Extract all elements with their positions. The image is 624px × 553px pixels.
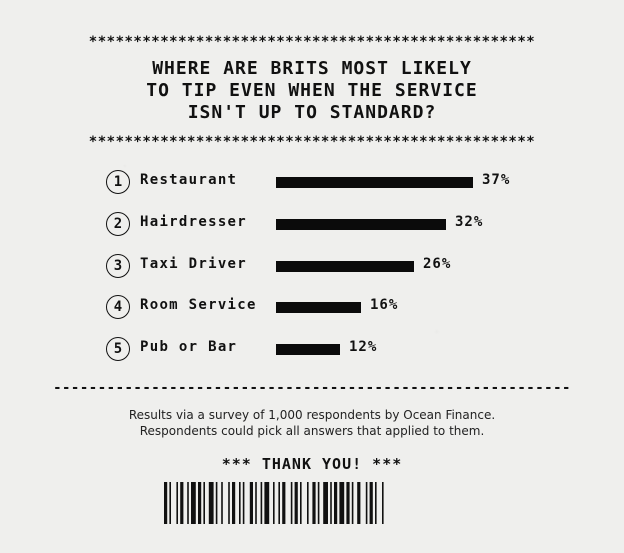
barcode-stripe bbox=[330, 482, 332, 524]
bar bbox=[276, 261, 414, 272]
barcode-stripe bbox=[318, 482, 320, 524]
barcode-stripe bbox=[352, 482, 354, 524]
barcode-stripe bbox=[216, 482, 218, 524]
barcode-stripe bbox=[346, 482, 349, 524]
stars-divider-top: ************************************************** bbox=[88, 34, 536, 50]
barcode-stripe bbox=[382, 482, 384, 524]
category-label: Restaurant bbox=[140, 172, 238, 188]
survey-note-line-1: Results via a survey of 1,000 respondents by Ocean Finance. bbox=[128, 408, 496, 422]
barcode-stripe bbox=[198, 482, 201, 524]
rank-circle: 4 bbox=[106, 295, 130, 319]
title-line-1: WHERE ARE BRITS MOST LIKELY bbox=[152, 58, 472, 79]
barcode-stripe bbox=[278, 482, 280, 524]
barcode-stripe bbox=[261, 482, 263, 524]
bar bbox=[276, 219, 446, 230]
barcode-stripe bbox=[366, 482, 368, 524]
category-label: Room Service bbox=[140, 297, 257, 313]
barcode-stripe bbox=[239, 482, 241, 524]
bar bbox=[276, 344, 340, 355]
barcode-stripe bbox=[164, 482, 167, 524]
value-label: 16% bbox=[370, 297, 399, 313]
barcode-stripe bbox=[334, 482, 337, 524]
barcode-stripe bbox=[180, 482, 183, 524]
barcode-stripe bbox=[307, 482, 309, 524]
barcode-stripe bbox=[232, 482, 235, 524]
survey-note-line-2: Respondents could pick all answers that applied to them. bbox=[139, 424, 485, 438]
barcode-stripe bbox=[187, 482, 189, 524]
barcode-stripe bbox=[300, 482, 302, 524]
barcode-stripe bbox=[282, 482, 285, 524]
barcode-stripe bbox=[295, 482, 298, 524]
category-label: Hairdresser bbox=[140, 214, 248, 230]
title-line-3: ISN'T UP TO STANDARD? bbox=[187, 102, 437, 123]
barcode-stripe bbox=[203, 482, 205, 524]
barcode-stripe bbox=[357, 482, 360, 524]
barcode-stripe bbox=[228, 482, 230, 524]
thank-you-text: *** THANK YOU! *** bbox=[221, 455, 403, 473]
barcode-stripe bbox=[375, 482, 377, 524]
bar bbox=[276, 177, 473, 188]
barcode-stripe bbox=[264, 482, 269, 524]
barcode-stripe bbox=[323, 482, 328, 524]
barcode-stripe bbox=[273, 482, 275, 524]
barcode-stripe bbox=[243, 482, 245, 524]
rank-circle: 3 bbox=[106, 254, 130, 278]
barcode-stripe bbox=[370, 482, 373, 524]
value-label: 37% bbox=[482, 172, 511, 188]
category-label: Taxi Driver bbox=[140, 256, 248, 272]
barcode-stripe bbox=[255, 482, 257, 524]
value-label: 32% bbox=[455, 214, 484, 230]
rank-circle: 5 bbox=[106, 337, 130, 361]
barcode-image bbox=[164, 482, 460, 524]
barcode-stripe bbox=[312, 482, 315, 524]
value-label: 12% bbox=[349, 339, 378, 355]
barcode-stripe bbox=[169, 482, 171, 524]
stars-divider-bottom: ************************************************** bbox=[88, 134, 536, 150]
barcode-stripe bbox=[291, 482, 293, 524]
value-label: 26% bbox=[423, 256, 452, 272]
barcode-stripe bbox=[209, 482, 214, 524]
category-label: Pub or Bar bbox=[140, 339, 238, 355]
barcode-stripe bbox=[250, 482, 253, 524]
barcode-stripe bbox=[191, 482, 196, 524]
title-line-2: TO TIP EVEN WHEN THE SERVICE bbox=[146, 80, 478, 101]
rank-circle: 1 bbox=[106, 170, 130, 194]
bar bbox=[276, 302, 361, 313]
barcode-stripe bbox=[221, 482, 223, 524]
dashed-divider: ---------------------------------------------------------- bbox=[53, 380, 571, 396]
barcode-stripe bbox=[176, 482, 178, 524]
chart-title bbox=[0, 58, 624, 124]
rank-circle: 2 bbox=[106, 212, 130, 236]
barcode-stripe bbox=[339, 482, 344, 524]
